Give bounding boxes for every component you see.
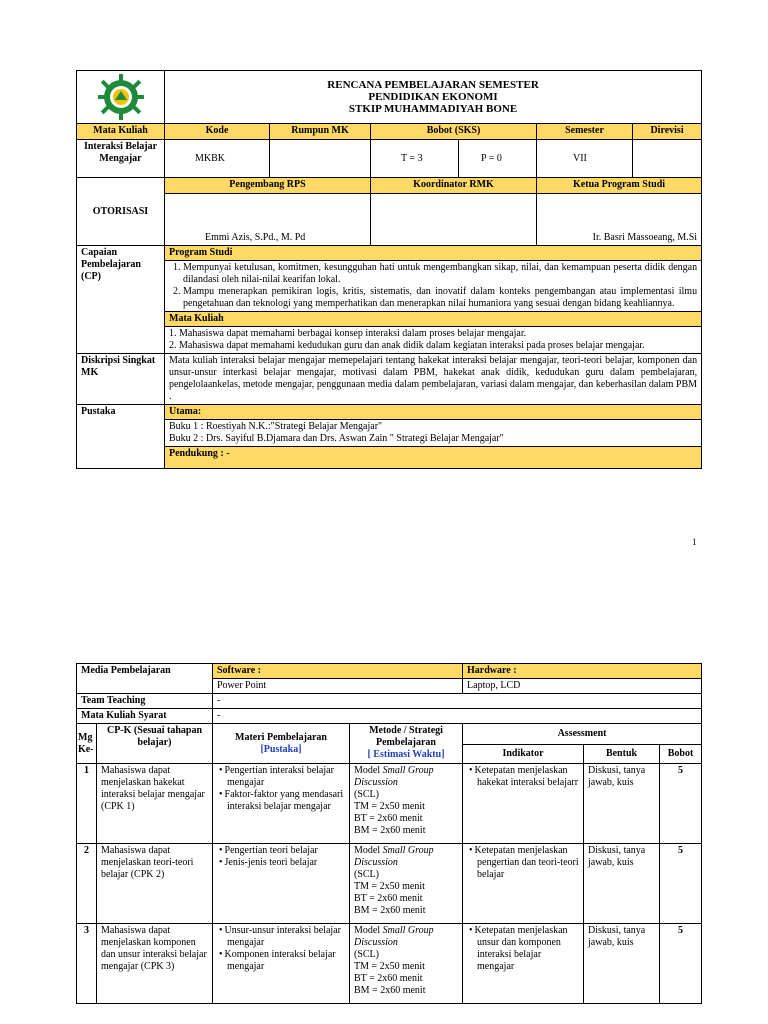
mk-item: 1. Mahasiswa dapat memahami berbagai konsep interaksi dalam proses belajar mengajar. <box>169 328 527 339</box>
prodi-list <box>169 262 697 310</box>
buku-2: Buku 2 : Drs. Sayiful B.Djamara dan Drs. Aswan Zain " Strategi Belajar Mengajar" <box>169 433 504 444</box>
row-materi <box>213 924 350 1004</box>
row-mg: 1 <box>77 764 97 844</box>
indikator-item: • Ketepatan menjelaskan unsur dan komponen interaksi belajar mengajar <box>477 925 579 973</box>
prodi-list-cell <box>165 261 702 312</box>
col-kode: Kode <box>165 124 270 140</box>
metode-line: (SCL) <box>354 789 379 800</box>
syarat-label: Mata Kuliah Syarat <box>77 709 213 724</box>
ketua-name: Ir. Basri Massoeang, M.Si <box>537 194 702 246</box>
rps-table <box>76 70 702 469</box>
utama-label: Utama: <box>165 405 702 420</box>
col-materi <box>213 724 350 764</box>
logo-cell <box>77 71 165 124</box>
col-rumpun: Rumpun MK <box>270 124 371 140</box>
col-indikator: Indikator <box>463 745 584 764</box>
row-cpk: Mahasiswa dapat menjelaskan komponen dan unsur interaksi belajar mengajar (CPK 3) <box>97 924 213 1004</box>
metode-line: TM = 2x50 menit <box>354 881 425 892</box>
materi-item: • Unsur-unsur interaksi belajar mengajar <box>227 925 345 949</box>
row-metode <box>350 844 463 924</box>
col-bentuk: Bentuk <box>584 745 660 764</box>
row-cpk: Mahasiswa dapat menjelaskan hakekat interaksi belajar mengajar (CPK 1) <box>97 764 213 844</box>
col-materi-title: Materi Pembelajaran <box>235 731 327 743</box>
row-mg: 2 <box>77 844 97 924</box>
metode-line: (SCL) <box>354 949 379 960</box>
row-bentuk: Diskusi, tanya jawab, kuis <box>584 924 660 1004</box>
row-bobot: 5 <box>660 764 702 844</box>
pengembang-name: Emmi Azis, S.Pd., M. Pd <box>165 194 371 246</box>
col-direvisi: Direvisi <box>633 124 702 140</box>
pengembang-label: Pengembang RPS <box>165 178 371 194</box>
metode-italic: Small Group Discussion <box>354 925 434 948</box>
deskripsi-label: Diskripsi Singkat MK <box>77 354 165 405</box>
row-materi <box>213 764 350 844</box>
col-semester: Semester <box>537 124 633 140</box>
metode-prefix: Model <box>354 765 383 776</box>
university-logo-icon <box>96 73 146 121</box>
pustaka-label: Pustaka <box>77 405 165 469</box>
metode-line: BM = 2x60 menit <box>354 905 426 916</box>
course-p: P = 0 <box>459 140 537 178</box>
metode-line: BT = 2x60 menit <box>354 893 423 904</box>
indikator-item: • Ketepatan menjelaskan pengertian dan teori-teori belajar <box>477 845 579 881</box>
software-value: Power Point <box>213 679 463 694</box>
row-metode <box>350 764 463 844</box>
indikator-item: • Ketepatan menjelaskan hakekat interaksi belajarr <box>477 765 579 789</box>
pendukung-label: Pendukung : - <box>165 447 702 469</box>
materi-item: • Pengertian teori belajar <box>227 845 345 857</box>
course-semester: VII <box>537 140 633 178</box>
metode-line: (SCL) <box>354 869 379 880</box>
col-mata-kuliah: Mata Kuliah <box>77 124 165 140</box>
metode-line: BT = 2x60 menit <box>354 973 423 984</box>
row-materi <box>213 844 350 924</box>
prodi-label: Program Studi <box>165 246 702 261</box>
mk-label: Mata Kuliah <box>165 312 702 327</box>
metode-italic: Small Group Discussion <box>354 845 434 868</box>
col-bobot: Bobot (SKS) <box>371 124 537 140</box>
metode-line: BT = 2x60 menit <box>354 813 423 824</box>
header-line-3: STKIP MUHAMMADIYAH BONE <box>348 103 518 115</box>
hardware-value: Laptop, LCD <box>463 679 702 694</box>
col-assessment: Assessment <box>463 724 702 745</box>
col-metode <box>350 724 463 764</box>
document-header <box>165 71 702 124</box>
table-row <box>77 924 702 1004</box>
otorisasi-label: OTORISASI <box>77 178 165 246</box>
cp-label: Capaian Pembelajaran (CP) <box>77 246 165 354</box>
metode-line: TM = 2x50 menit <box>354 801 425 812</box>
materi-item: • Komponen interaksi belajar mengajar <box>227 949 345 973</box>
row-bentuk: Diskusi, tanya jawab, kuis <box>584 844 660 924</box>
hardware-label: Hardware : <box>463 664 702 679</box>
course-direvisi <box>633 140 702 178</box>
team-label: Team Teaching <box>77 694 213 709</box>
media-label: Media Pembelajaran <box>77 664 213 694</box>
materi-item: • Jenis-jenis teori belajar <box>227 857 345 869</box>
row-indikator <box>463 764 584 844</box>
deskripsi-text: Mata kuliah interaksi belajar mengajar memepelajari tentang hakekat interaksi belajar mengajar, teori-teori belajar, komponen dan unsur-unsur interkasi belajar mengajar, motivasi dalam PBM, hakekat anak didik, kedudukan guru dalam pembelajaran, pengelolaankelas, metode mengajar, penggunaan media dalam pembelajaran, variasi dalam mengajar, dan keberhasilan dalam PBM . <box>165 354 702 405</box>
col-mg: Mg Ke- <box>77 724 97 764</box>
metode-prefix: Model <box>354 925 383 936</box>
metode-line: TM = 2x50 menit <box>354 961 425 972</box>
metode-line: BM = 2x60 menit <box>354 825 426 836</box>
col-cpk: CP-K (Sesuai tahapan belajar) <box>97 724 213 764</box>
prodi-item: 2. Mampu menerapkan pemikiran logis, kritis, sistematis, dan inovatif dalam konteks pengembangan atau implementasi ilmu pengetahuan dan teknologi yang memperhatikan dan menerapkan nilai humaniora yang sesuai dengan bidang keahliannya. <box>183 286 697 310</box>
team-value: - <box>213 694 702 709</box>
course-rumpun <box>270 140 371 178</box>
software-label: Software : <box>213 664 463 679</box>
row-bobot: 5 <box>660 844 702 924</box>
metode-line: BM = 2x60 menit <box>354 985 426 996</box>
row-cpk: Mahasiswa dapat menjelaskan teori-teori belajar (CPK 2) <box>97 844 213 924</box>
metode-italic: Small Group Discussion <box>354 765 434 788</box>
table-row <box>77 764 702 844</box>
col-bobot-assess: Bobot <box>660 745 702 764</box>
row-bobot: 5 <box>660 924 702 1004</box>
table-row <box>77 844 702 924</box>
course-kode: MKBK <box>165 140 270 178</box>
prodi-item: 1. Mempunyai ketulusan, komitmen, kesungguhan hati untuk mengembangkan sikap, nilai, dan kemampuan peserta didik dengan dilandasi oleh nilai-nilai kearifan lokal. <box>183 262 697 286</box>
course-t: T = 3 <box>371 140 459 178</box>
materi-item: • Pengertian interaksi belajar mengajar <box>227 765 345 789</box>
plan-table <box>76 663 702 1004</box>
materi-item: • Faktor-faktor yang mendasari interaksi belajar mengajar <box>227 789 345 813</box>
buku-list <box>165 420 702 447</box>
syarat-value: - <box>213 709 702 724</box>
metode-prefix: Model <box>354 845 383 856</box>
buku-1: Buku 1 : Roestiyah N.K.:"Strategi Belajar Mengajar" <box>169 421 383 432</box>
koordinator-label: Koordinator RMK <box>371 178 537 194</box>
col-materi-sub: [Pustaka] <box>260 743 302 755</box>
koordinator-name <box>371 194 537 246</box>
header-line-1: RENCANA PEMBELAJARAN SEMESTER <box>327 79 539 91</box>
mk-item: 2. Mahasiswa dapat memahami kedudukan guru dan anak didik dalam kegiatan interaksi pada proses belajar mengajar. <box>169 340 645 351</box>
row-indikator <box>463 844 584 924</box>
row-metode <box>350 924 463 1004</box>
row-bentuk: Diskusi, tanya jawab, kuis <box>584 764 660 844</box>
col-metode-title: Metode / Strategi Pembelajaran <box>369 725 443 748</box>
col-metode-sub: [ Estimasi Waktu] <box>367 749 445 760</box>
ketua-label: Ketua Program Studi <box>537 178 702 194</box>
page-number: 1 <box>692 537 697 547</box>
mk-list-cell <box>165 327 702 354</box>
row-indikator <box>463 924 584 1004</box>
header-line-2: PENDIDIKAN EKONOMI <box>368 91 498 103</box>
row-mg: 3 <box>77 924 97 1004</box>
course-name: Interaksi Belajar Mengajar <box>77 140 165 178</box>
